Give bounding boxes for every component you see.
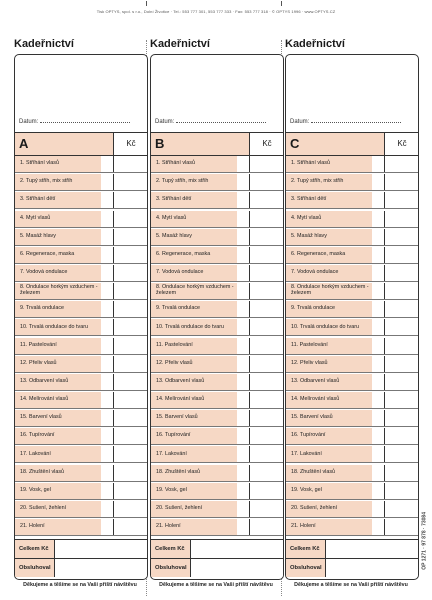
- service-price-field[interactable]: [249, 247, 284, 263]
- ticket-letter-row: [286, 132, 418, 156]
- service-gap: [372, 374, 384, 390]
- service-price-field[interactable]: [113, 156, 148, 172]
- service-row: [286, 319, 418, 336]
- service-price-field[interactable]: [384, 319, 419, 335]
- service-label: 10. Trvalá ondulace do tvaru: [286, 319, 372, 335]
- service-label: 20. Sušení, žehlení: [15, 501, 101, 517]
- service-label: 17. Lakování: [15, 446, 101, 462]
- service-price-field[interactable]: [384, 283, 419, 299]
- service-label: 18. Zhuštění vlasů: [151, 465, 237, 481]
- service-gap: [372, 446, 384, 462]
- service-row: [15, 519, 147, 536]
- service-row: [151, 265, 283, 282]
- service-label: 21. Holení: [15, 519, 101, 535]
- service-row: [15, 446, 147, 463]
- service-label: 11. Pastelování: [15, 338, 101, 354]
- service-gap: [237, 156, 249, 172]
- total-label: Celkem Kč: [286, 540, 326, 558]
- service-row: [151, 338, 283, 355]
- service-price-field[interactable]: [384, 211, 419, 227]
- service-row: [286, 247, 418, 264]
- service-label: 8. Ondulace horkým vzduchem - železem: [151, 283, 237, 299]
- cut-mark-left: [146, 1, 147, 6]
- ticket-column: [14, 38, 148, 598]
- service-gap: [101, 392, 113, 408]
- service-price-field[interactable]: [249, 211, 284, 227]
- ticket-letter: B: [155, 136, 165, 151]
- service-row: [15, 392, 147, 409]
- service-label: 4. Mytí vlasů: [15, 211, 101, 227]
- service-gap: [237, 446, 249, 462]
- service-row: [286, 501, 418, 518]
- total-label: Celkem Kč: [15, 540, 55, 558]
- date-dots: [311, 118, 401, 123]
- service-gap: [101, 301, 113, 317]
- service-price-field[interactable]: [113, 483, 148, 499]
- service-label: 2. Tupý střih, mix střih: [286, 174, 372, 190]
- service-price-field[interactable]: [384, 265, 419, 281]
- service-label: 5. Masáž hlavy: [151, 229, 237, 245]
- service-row: [15, 192, 147, 209]
- service-row: [286, 211, 418, 228]
- service-gap: [372, 428, 384, 444]
- service-price-field[interactable]: [113, 174, 148, 190]
- service-gap: [372, 392, 384, 408]
- service-row: [286, 428, 418, 445]
- ticket-column: [285, 38, 419, 598]
- service-label: 12. Přeliv vlasů: [286, 356, 372, 372]
- service-row: [15, 265, 147, 282]
- service-gap: [237, 247, 249, 263]
- service-label: 13. Odbarvení vlasů: [15, 374, 101, 390]
- service-label: 9. Trvalá ondulace: [286, 301, 372, 317]
- service-price-field[interactable]: [384, 428, 419, 444]
- service-row: [151, 374, 283, 391]
- service-gap: [101, 211, 113, 227]
- service-row: [286, 283, 418, 300]
- date-label: Datum:: [19, 119, 39, 125]
- service-row: [151, 211, 283, 228]
- service-price-field[interactable]: [113, 356, 148, 372]
- service-row: [151, 156, 283, 173]
- service-label: 21. Holení: [286, 519, 372, 535]
- service-row: [151, 283, 283, 300]
- service-price-field[interactable]: [384, 192, 419, 208]
- service-price-field[interactable]: [113, 283, 148, 299]
- service-label: 3. Stříhání dětí: [15, 192, 101, 208]
- service-gap: [237, 392, 249, 408]
- service-gap: [237, 319, 249, 335]
- service-price-field[interactable]: [113, 338, 148, 354]
- service-row: [15, 319, 147, 336]
- service-price-field[interactable]: [113, 519, 148, 535]
- service-row: [151, 501, 283, 518]
- service-label: 5. Masáž hlavy: [15, 229, 101, 245]
- ticket-title: Kadeřnictví: [14, 38, 74, 50]
- service-label: 3. Stříhání dětí: [286, 192, 372, 208]
- service-price-field[interactable]: [384, 483, 419, 499]
- currency-header: Kč: [249, 133, 284, 155]
- service-label: 14. Melírování vlasů: [15, 392, 101, 408]
- service-label: 19. Vosk, gel: [286, 483, 372, 499]
- service-row: [151, 410, 283, 427]
- service-row: [15, 283, 147, 300]
- served-label: Obsluhoval: [15, 559, 55, 577]
- service-price-field[interactable]: [249, 356, 284, 372]
- service-label: 1. Stříhání vlasů: [151, 156, 237, 172]
- service-row: [151, 483, 283, 500]
- service-row: [286, 374, 418, 391]
- service-price-field[interactable]: [249, 319, 284, 335]
- service-row: [151, 319, 283, 336]
- service-gap: [101, 156, 113, 172]
- date-field[interactable]: [290, 118, 401, 125]
- service-label: 1. Stříhání vlasů: [286, 156, 372, 172]
- service-label: 18. Zhuštění vlasů: [286, 465, 372, 481]
- service-label: 15. Barvení vlasů: [151, 410, 237, 426]
- service-row: [151, 465, 283, 482]
- service-gap: [237, 211, 249, 227]
- service-gap: [372, 247, 384, 263]
- service-price-field[interactable]: [384, 174, 419, 190]
- service-label: 19. Vosk, gel: [15, 483, 101, 499]
- service-price-field[interactable]: [113, 192, 148, 208]
- service-price-field[interactable]: [384, 392, 419, 408]
- service-label: 11. Pastelování: [151, 338, 237, 354]
- service-label: 13. Odbarvení vlasů: [286, 374, 372, 390]
- service-row: [151, 301, 283, 318]
- service-label: 8. Ondulace horkým vzduchem - železem: [15, 283, 101, 299]
- service-row: [286, 265, 418, 282]
- service-row: [286, 410, 418, 427]
- service-row: [151, 247, 283, 264]
- ticket-title: Kadeřnictví: [285, 38, 345, 50]
- service-label: 10. Trvalá ondulace do tvaru: [151, 319, 237, 335]
- service-label: 6. Regenerace, maska: [286, 247, 372, 263]
- service-label: 11. Pastelování: [286, 338, 372, 354]
- date-field[interactable]: [155, 118, 266, 125]
- service-row: [15, 465, 147, 482]
- printer-header: Tisk OPTYS, spol. s r.o., Dolní Životice · Tel.: 553 777 301, 553 777 333 · Fax: 553 777 318 · © OPTYS 1996 · www.OPTYS.CZ: [96, 9, 336, 14]
- served-row: [151, 558, 283, 577]
- service-label: 1. Stříhání vlasů: [15, 156, 101, 172]
- service-gap: [101, 501, 113, 517]
- service-label: 20. Sušení, žehlení: [286, 501, 372, 517]
- service-price-field[interactable]: [384, 301, 419, 317]
- total-label: Celkem Kč: [151, 540, 191, 558]
- cut-mark-right: [281, 1, 282, 6]
- service-label: 6. Regenerace, maska: [151, 247, 237, 263]
- service-price-field[interactable]: [249, 283, 284, 299]
- service-row: [151, 229, 283, 246]
- service-gap: [237, 265, 249, 281]
- service-price-field[interactable]: [249, 301, 284, 317]
- served-label: Obsluhoval: [286, 559, 326, 577]
- service-gap: [372, 229, 384, 245]
- service-label: 2. Tupý střih, mix střih: [15, 174, 101, 190]
- service-gap: [237, 192, 249, 208]
- service-label: 7. Vodová ondulace: [286, 265, 372, 281]
- ticket-card: [150, 54, 284, 580]
- service-row: [286, 338, 418, 355]
- ticket-letter-row: [15, 132, 147, 156]
- service-price-field[interactable]: [249, 174, 284, 190]
- service-label: 16. Tupírování: [15, 428, 101, 444]
- service-price-field[interactable]: [113, 211, 148, 227]
- service-gap: [237, 410, 249, 426]
- service-label: 12. Přeliv vlasů: [151, 356, 237, 372]
- date-dots: [176, 118, 266, 123]
- date-label: Datum:: [290, 119, 310, 125]
- service-gap: [372, 319, 384, 335]
- service-price-field[interactable]: [113, 446, 148, 462]
- service-price-field[interactable]: [113, 428, 148, 444]
- service-price-field[interactable]: [249, 338, 284, 354]
- service-gap: [372, 265, 384, 281]
- service-gap: [101, 483, 113, 499]
- date-label: Datum:: [155, 119, 175, 125]
- service-price-field[interactable]: [249, 392, 284, 408]
- service-price-field[interactable]: [384, 446, 419, 462]
- service-label: 17. Lakování: [286, 446, 372, 462]
- service-gap: [101, 338, 113, 354]
- service-row: [151, 428, 283, 445]
- served-label: Obsluhoval: [151, 559, 191, 577]
- service-price-field[interactable]: [113, 374, 148, 390]
- service-gap: [372, 501, 384, 517]
- service-price-field[interactable]: [249, 501, 284, 517]
- service-label: 6. Regenerace, maska: [15, 247, 101, 263]
- service-gap: [237, 283, 249, 299]
- service-label: 20. Sušení, žehlení: [151, 501, 237, 517]
- service-gap: [101, 319, 113, 335]
- service-price-field[interactable]: [113, 465, 148, 481]
- service-label: 12. Přeliv vlasů: [15, 356, 101, 372]
- service-label: 19. Vosk, gel: [151, 483, 237, 499]
- service-row: [15, 338, 147, 355]
- service-gap: [372, 338, 384, 354]
- thank-you-note: Děkujeme a těšíme se na Vaši příští návštěvu: [23, 582, 137, 588]
- service-row: [286, 356, 418, 373]
- service-price-field[interactable]: [249, 428, 284, 444]
- service-row: [15, 356, 147, 373]
- service-price-field[interactable]: [113, 265, 148, 281]
- service-price-field[interactable]: [113, 247, 148, 263]
- service-label: 15. Barvení vlasů: [15, 410, 101, 426]
- service-gap: [101, 265, 113, 281]
- service-row: [15, 374, 147, 391]
- service-price-field[interactable]: [249, 410, 284, 426]
- service-gap: [101, 446, 113, 462]
- service-label: 13. Odbarvení vlasů: [151, 374, 237, 390]
- service-price-field[interactable]: [249, 229, 284, 245]
- service-gap: [372, 156, 384, 172]
- service-label: 8. Ondulace horkým vzduchem - železem: [286, 283, 372, 299]
- service-gap: [237, 374, 249, 390]
- service-gap: [101, 247, 113, 263]
- service-label: 14. Melírování vlasů: [151, 392, 237, 408]
- total-row: [151, 539, 283, 558]
- service-gap: [237, 301, 249, 317]
- service-gap: [101, 428, 113, 444]
- total-row: [15, 539, 147, 558]
- service-label: 14. Melírování vlasů: [286, 392, 372, 408]
- service-label: 10. Trvalá ondulace do tvaru: [15, 319, 101, 335]
- service-row: [151, 446, 283, 463]
- service-gap: [237, 428, 249, 444]
- side-code: OP 1271 · 97 878 · 73084: [422, 512, 428, 570]
- service-gap: [372, 301, 384, 317]
- service-gap: [372, 211, 384, 227]
- service-price-field[interactable]: [113, 501, 148, 517]
- date-dots: [40, 118, 130, 123]
- service-gap: [372, 483, 384, 499]
- service-gap: [101, 519, 113, 535]
- service-price-field[interactable]: [249, 483, 284, 499]
- service-label: 3. Stříhání dětí: [151, 192, 237, 208]
- service-label: 5. Masáž hlavy: [286, 229, 372, 245]
- service-gap: [237, 229, 249, 245]
- service-price-field[interactable]: [384, 338, 419, 354]
- ticket-column: [150, 38, 284, 598]
- service-label: 17. Lakování: [151, 446, 237, 462]
- thank-you-note: Děkujeme a těšíme se na Vaši příští návštěvu: [294, 582, 408, 588]
- service-price-field[interactable]: [384, 356, 419, 372]
- served-row: [286, 558, 418, 577]
- service-price-field[interactable]: [249, 265, 284, 281]
- ticket-letter: A: [19, 136, 29, 151]
- service-row: [151, 356, 283, 373]
- service-label: 7. Vodová ondulace: [151, 265, 237, 281]
- service-price-field[interactable]: [384, 247, 419, 263]
- total-row: [286, 539, 418, 558]
- service-gap: [101, 229, 113, 245]
- service-row: [286, 301, 418, 318]
- service-price-field[interactable]: [384, 410, 419, 426]
- service-gap: [101, 465, 113, 481]
- service-label: 9. Trvalá ondulace: [15, 301, 101, 317]
- service-row: [151, 519, 283, 536]
- service-gap: [237, 174, 249, 190]
- service-label: 21. Holení: [151, 519, 237, 535]
- currency-header: Kč: [384, 133, 419, 155]
- service-row: [15, 174, 147, 191]
- service-label: 16. Tupírování: [151, 428, 237, 444]
- service-gap: [372, 356, 384, 372]
- service-price-field[interactable]: [249, 374, 284, 390]
- service-gap: [101, 283, 113, 299]
- service-row: [286, 446, 418, 463]
- service-row: [15, 229, 147, 246]
- service-gap: [101, 374, 113, 390]
- service-gap: [372, 174, 384, 190]
- service-gap: [372, 465, 384, 481]
- service-price-field[interactable]: [384, 519, 419, 535]
- service-row: [151, 192, 283, 209]
- service-label: 16. Tupírování: [286, 428, 372, 444]
- service-price-field[interactable]: [384, 465, 419, 481]
- service-gap: [237, 465, 249, 481]
- service-price-field[interactable]: [384, 229, 419, 245]
- service-price-field[interactable]: [113, 229, 148, 245]
- service-gap: [101, 356, 113, 372]
- service-row: [15, 483, 147, 500]
- date-field[interactable]: [19, 118, 130, 125]
- service-gap: [372, 410, 384, 426]
- service-gap: [237, 356, 249, 372]
- service-price-field[interactable]: [113, 392, 148, 408]
- service-row: [15, 501, 147, 518]
- service-price-field[interactable]: [249, 446, 284, 462]
- ticket-card: [285, 54, 419, 580]
- service-row: [151, 392, 283, 409]
- service-row: [286, 192, 418, 209]
- service-gap: [237, 483, 249, 499]
- service-row: [15, 211, 147, 228]
- service-price-field[interactable]: [249, 465, 284, 481]
- service-row: [15, 156, 147, 173]
- service-gap: [101, 192, 113, 208]
- service-label: 7. Vodová ondulace: [15, 265, 101, 281]
- service-label: 18. Zhuštění vlasů: [15, 465, 101, 481]
- service-label: 15. Barvení vlasů: [286, 410, 372, 426]
- service-gap: [237, 338, 249, 354]
- service-row: [286, 465, 418, 482]
- ticket-card: [14, 54, 148, 580]
- service-row: [15, 410, 147, 427]
- service-label: 4. Mytí vlasů: [286, 211, 372, 227]
- service-label: 9. Trvalá ondulace: [151, 301, 237, 317]
- service-row: [286, 156, 418, 173]
- service-price-field[interactable]: [249, 519, 284, 535]
- service-price-field[interactable]: [384, 501, 419, 517]
- service-price-field[interactable]: [113, 410, 148, 426]
- served-row: [15, 558, 147, 577]
- service-row: [15, 428, 147, 445]
- service-gap: [237, 501, 249, 517]
- currency-header: Kč: [113, 133, 148, 155]
- ticket-letter: C: [290, 136, 300, 151]
- service-row: [286, 483, 418, 500]
- service-gap: [372, 192, 384, 208]
- service-row: [15, 301, 147, 318]
- service-price-field[interactable]: [113, 319, 148, 335]
- service-row: [286, 174, 418, 191]
- service-row: [286, 519, 418, 536]
- service-price-field[interactable]: [249, 156, 284, 172]
- service-row: [151, 174, 283, 191]
- service-label: 2. Tupý střih, mix střih: [151, 174, 237, 190]
- service-price-field[interactable]: [113, 301, 148, 317]
- service-row: [286, 229, 418, 246]
- service-price-field[interactable]: [249, 192, 284, 208]
- service-label: 4. Mytí vlasů: [151, 211, 237, 227]
- service-gap: [372, 283, 384, 299]
- ticket-title: Kadeřnictví: [150, 38, 210, 50]
- service-price-field[interactable]: [384, 156, 419, 172]
- service-gap: [101, 410, 113, 426]
- service-gap: [237, 519, 249, 535]
- service-row: [15, 247, 147, 264]
- ticket-letter-row: [151, 132, 283, 156]
- service-gap: [372, 519, 384, 535]
- thank-you-note: Děkujeme a těšíme se na Vaši příští návštěvu: [159, 582, 273, 588]
- service-price-field[interactable]: [384, 374, 419, 390]
- service-gap: [101, 174, 113, 190]
- service-row: [286, 392, 418, 409]
